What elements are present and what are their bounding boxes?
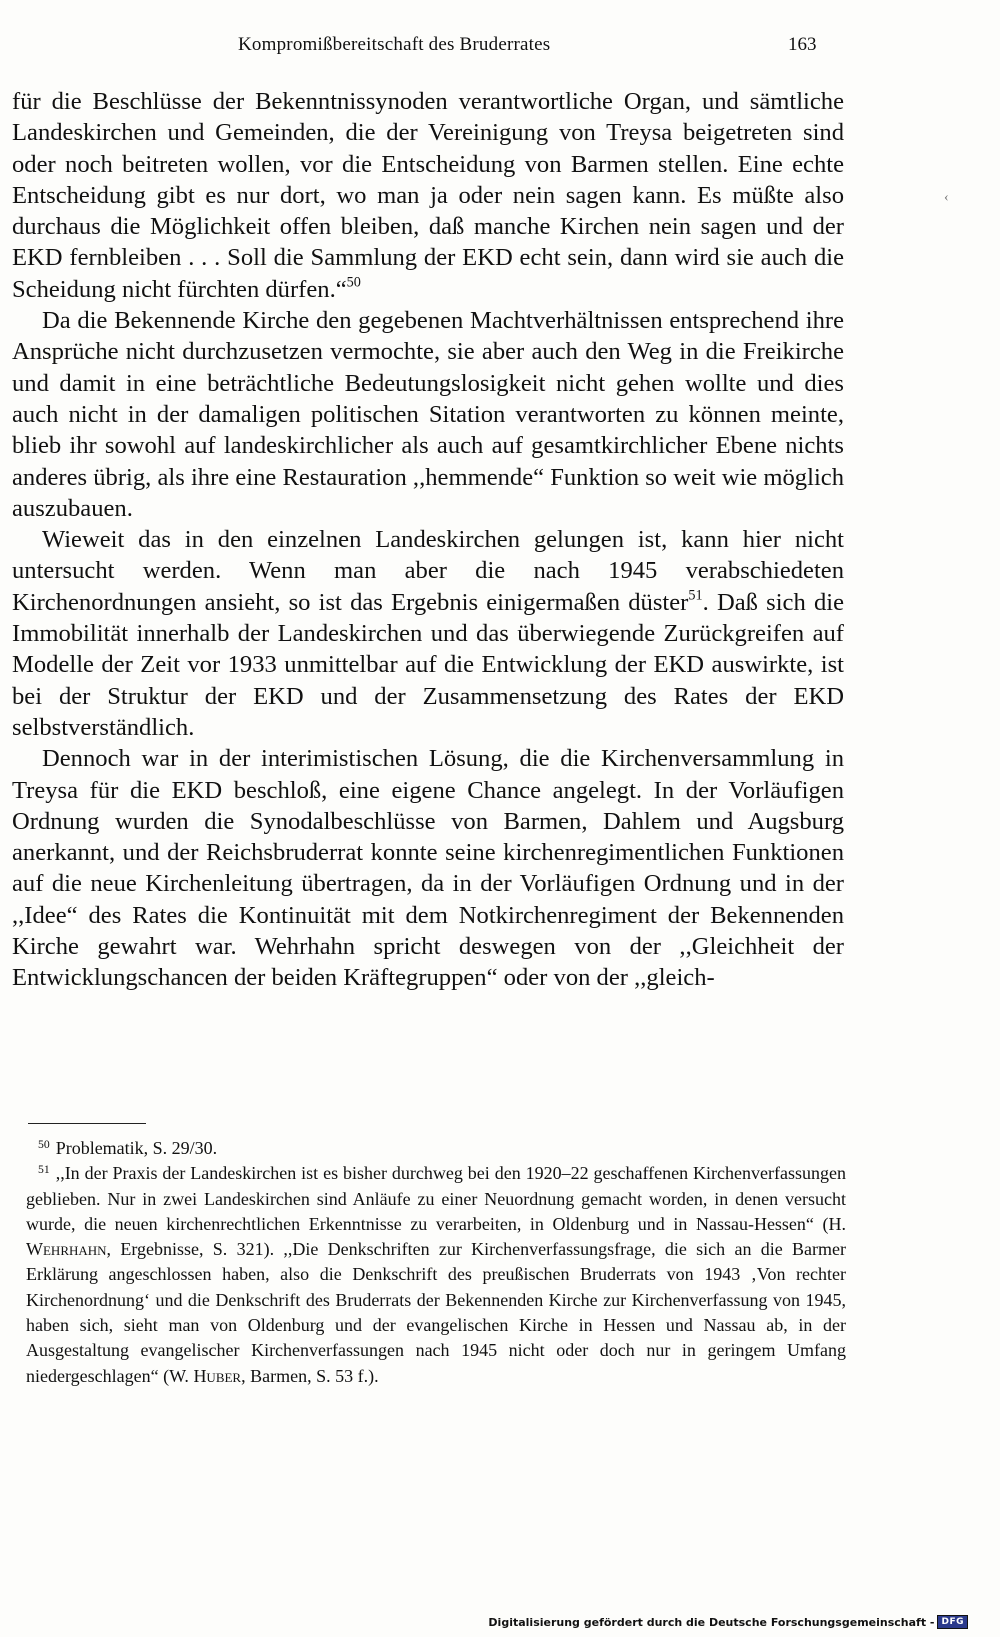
footnote-text: , Barmen, S. 53 f.).	[241, 1365, 379, 1386]
paragraph-text: . Daß sich die Immobilität innerhalb der Landeskirchen und das überwiegende Zurückgreifen auf Modelle der Zeit vor 1933 unmittelbar auf die Entwicklung der EKD auswirkte, ist bei der Struktur der EKD und der Zusammensetzung des Rates der EKD selbstverständlich.	[12, 588, 844, 741]
footnote-ref-51[interactable]: 51	[688, 587, 703, 604]
footnote-divider	[28, 1123, 146, 1124]
footer-text: Digitalisierung gefördert durch die Deutsche Forschungsgemeinschaft -	[488, 1615, 935, 1629]
footnote-number: 50	[38, 1137, 50, 1151]
paragraph-treysa-chance: Dennoch war in der interimistischen Lösung, die die Kirchenversammlung in Treysa für die EKD beschloß, eine eigene Chance angelegt. In der Vorläufigen Ordnung wurden die Synodalbeschlüsse von Barmen, Dahlem und Augsburg anerkannt, und der Reichsbruderrat konnte seine kirchenregimentlichen Funktionen auf die neue Kirchenleitung übertragen, da in der Vorläufigen Ordnung und in der ,,Idee“ des Rates die Kontinuität mit dem Notkirchenregiment der Bekennenden Kirche gewahrt war. Wehrhahn spricht deswegen von der ,,Gleichheit der Entwicklungschancen der beiden Kräftegruppen“ oder von der ,,gleich-	[12, 745, 844, 992]
page-number: 163	[788, 34, 817, 55]
paragraph-bekennende-kirche: Da die Bekennende Kirche den gegebenen Machtverhältnissen entsprechend ihre Ansprüche nicht durchzusetzen vermochte, sie aber auch den Weg in die Freikirche und damit in eine beträchtliche Bedeutungslosigkeit nicht gehen wollte und dies auch nicht in der damaligen politischen Sitation verantworten zu können meinte, blieb ihr sowohl auf landeskirchlicher als auch auf gesamtkirchlicher Ebene nichts anderes übrig, als ihre eine Restauration ,,hemmende“ Funktion so weit wie möglich auszubauen.	[12, 307, 844, 522]
dfg-logo-icon: DFG	[937, 1615, 968, 1629]
footnote-text: ,,In der Praxis der Landeskirchen ist es bisher durchweg bei den 1920–22 geschaffenen Kirchenverfassungen geblieben. Nur in zwei Landeskirchen sind Anläufe zu einer Neuordnung gemacht worden, in denen versucht wurde, die neuen kirchenrechtlichen Erkenntnisse zu verarbeiten, in Oldenburg und in Nassau-Hessen“ (H.	[26, 1163, 846, 1234]
main-text	[12, 86, 844, 994]
footnote-50	[26, 1136, 846, 1161]
margin-mark: ‹	[944, 190, 949, 205]
digitization-footer	[488, 1615, 968, 1629]
author-name: Huber	[193, 1365, 242, 1386]
paragraph-text: Wieweit das in den einzelnen Landeskirchen gelungen ist, kann hier nicht untersucht werden. Wenn man aber die nach 1945 verabschiedeten Kirchenordnungen ansieht, so ist das Ergebnis einigermaßen düster	[12, 526, 844, 616]
footnote-text: Problematik, S. 29/30.	[55, 1138, 218, 1158]
running-head: Kompromißbereitschaft des Bruderrates	[238, 34, 551, 55]
footnotes	[26, 1136, 846, 1389]
paragraph-quote-continuation	[12, 86, 844, 305]
footnote-51	[26, 1161, 846, 1389]
author-name: Wehrhahn	[26, 1239, 107, 1260]
paragraph-landeskirchen	[12, 524, 844, 743]
paragraph-text: für die Beschlüsse der Bekenntnissynoden verantwortliche Organ, und sämtliche Landeskirchen und Gemeinden, die der Vereinigung von Treysa beigetreten sind oder noch beitreten wollen, vor die Entscheidung von Barmen stellen. Eine echte Entscheidung gibt es nur dort, wo man ja oder nein sagen kann. Es müßte also durchaus die Möglichkeit offen bleiben, daß manche Kirchen nein sagen und der EKD fernbleiben . . . Soll die Sammlung der EKD echt sein, dann wird sie auch die Scheidung nicht fürchten dürfen.“	[12, 88, 844, 303]
footnote-number: 51	[38, 1162, 50, 1176]
footnote-text: , Ergebnisse, S. 321). ,,Die Denkschriften zur Kirchenverfassungsfrage, die sich an die Barmer Erklärung angeschlossen haben, also die Denkschrift des preußischen Bruderrats von 1943 ‚Von rechter Kirchenordnung‘ und die Denkschrift des Bruderrats der Bekennenden Kirche zur Kirchenverfassung von 1945, haben sich, sieht man von Oldenburg und der evangelischen Kirche in Hessen und Nassau ab, in der Ausgestaltung evangelischer Kirchenverfassungen nach 1945 nicht oder doch nur in geringem Umfang niedergeschlagen“ (W.	[26, 1239, 846, 1386]
footnote-ref-50[interactable]: 50	[346, 274, 361, 291]
